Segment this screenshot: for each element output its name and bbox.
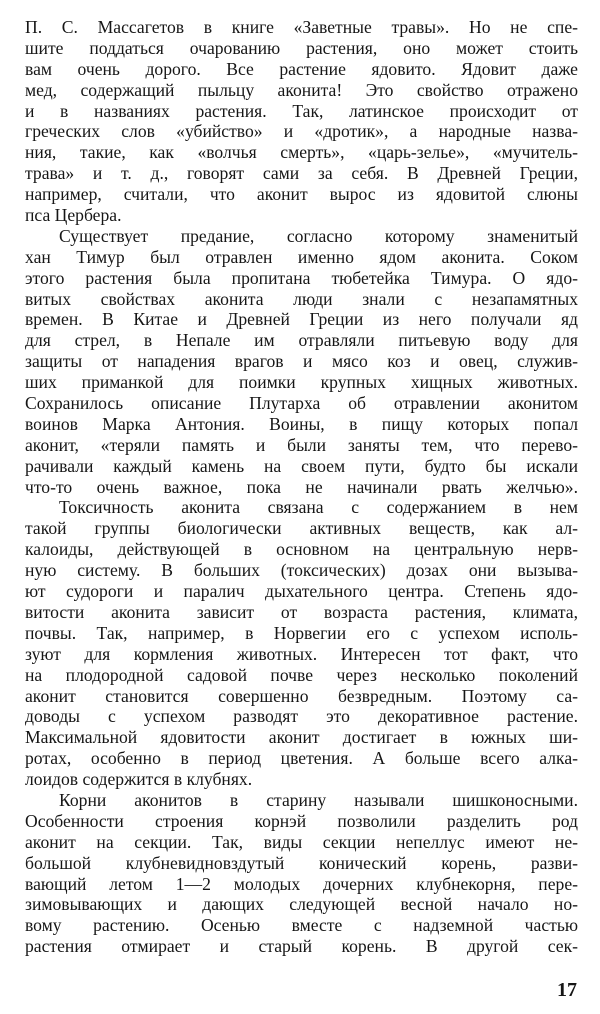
text-line: рачивали каждый камень на своем пути, будто бы искали (25, 455, 578, 476)
text-line: Токсичность аконита связана с содержанием в нем (59, 497, 578, 518)
text-line: времен. В Китае и Древней Греции из него получали яд (25, 309, 578, 330)
text-line: зимовывающих и дающих следующей весной начало но- (25, 894, 578, 915)
text-line: зуют для кормления животных. Интересен тот факт, что (25, 643, 578, 664)
text-line: воинов Марка Антония. Воины, в пищу которых попал (25, 413, 578, 434)
text-line: лоидов содержится в клубнях. (25, 769, 253, 790)
text-line: почвы. Так, например, в Норвегии его с успехом исполь- (25, 622, 578, 643)
text-line: мед, содержащий пыльцу аконита! Это свойство отражено (25, 79, 578, 100)
text-line: Корни аконитов в старину называли шишконосными. (59, 789, 578, 810)
text-line: например, считали, что аконит вырос из ядовитой слюны (25, 184, 578, 205)
text-line: такой группы биологически активных веществ, как ал- (25, 518, 578, 539)
text-line: П. С. Массагетов в книге «Заветные травы». Но не спе- (25, 17, 578, 37)
text-line: этого растения была пропитана тюбетейка Тимура. О ядо- (25, 267, 578, 288)
text-line: аконит становится совершенно безвредным. Поэтому са- (25, 685, 578, 706)
text-line: Существует предание, согласно которому знаменитый (59, 225, 578, 246)
text-line: шите поддаться очарованию растения, оно может стоить (25, 37, 578, 58)
text-line: защиты от нападения врагов и мясо коз и овец, служив- (25, 351, 578, 372)
text-line: ших приманкой для поимки крупных хищных животных. (25, 372, 578, 393)
page-number: 17 (557, 979, 577, 1001)
text-line: ют судороги и паралич дыхательного центра. Степень ядо- (25, 581, 578, 602)
text-line: вому растению. Осенью вместе с надземной частью (25, 915, 578, 936)
text-line: греческих слов «убийство» и «дротик», а народные назва- (25, 121, 578, 142)
text-line: аконит, «теряли память и были заняты тем, что перево- (25, 434, 578, 455)
text-line: большой клубневидновздутый конический корень, разви- (25, 852, 578, 873)
text-line: ротах, особенно в период цветения. А больше всего алка- (25, 748, 578, 769)
text-line: что-то очень важное, пока не начинали рвать желчью». (25, 476, 578, 497)
text-line: и в названиях растения. Так, латинское происходит от (25, 100, 578, 121)
text-line: витых свойствах аконита люди знали с незапамятных (25, 288, 578, 309)
page-body-text (25, 17, 578, 957)
text-line: Особенности строения корнэй позволили разделить род (25, 810, 578, 831)
text-line: вам очень дорого. Все растение ядовито. Ядовит даже (25, 58, 578, 79)
text-line: вающий летом 1—2 молодых дочерних клубнекорня, пере- (25, 873, 578, 894)
text-line: трава» и т. д., говорят сами за себя. В Древней Греции, (25, 163, 578, 184)
text-line: витости аконита зависит от возраста растения, климата, (25, 601, 578, 622)
text-line: Сохранилось описание Плутарха об отравлении аконитом (25, 393, 578, 414)
text-line: Максимальной ядовитости аконит достигает в южных ши- (25, 727, 578, 748)
text-line: для стрел, в Непале им отравляли питьевую воду для (25, 330, 578, 351)
text-line: пса Цербера. (25, 205, 122, 226)
text-line: на плодородной садовой почве через несколько поколений (25, 664, 578, 685)
text-line: растения отмирает и старый корень. В другой сек- (25, 936, 578, 957)
text-line: аконит на секции. Так, виды секции непеллус имеют не- (25, 831, 578, 852)
text-line: ния, такие, как «волчья смерть», «царь-зелье», «мучитель- (25, 142, 578, 163)
text-line: ную систему. В больших (токсических) дозах они вызыва- (25, 560, 578, 581)
text-line: хан Тимур был отравлен именно ядом аконита. Соком (25, 246, 578, 267)
text-line: доводы с успехом разводят это декоративное растение. (25, 706, 578, 727)
text-line: калоиды, действующей в основном на центральную нерв- (25, 539, 578, 560)
